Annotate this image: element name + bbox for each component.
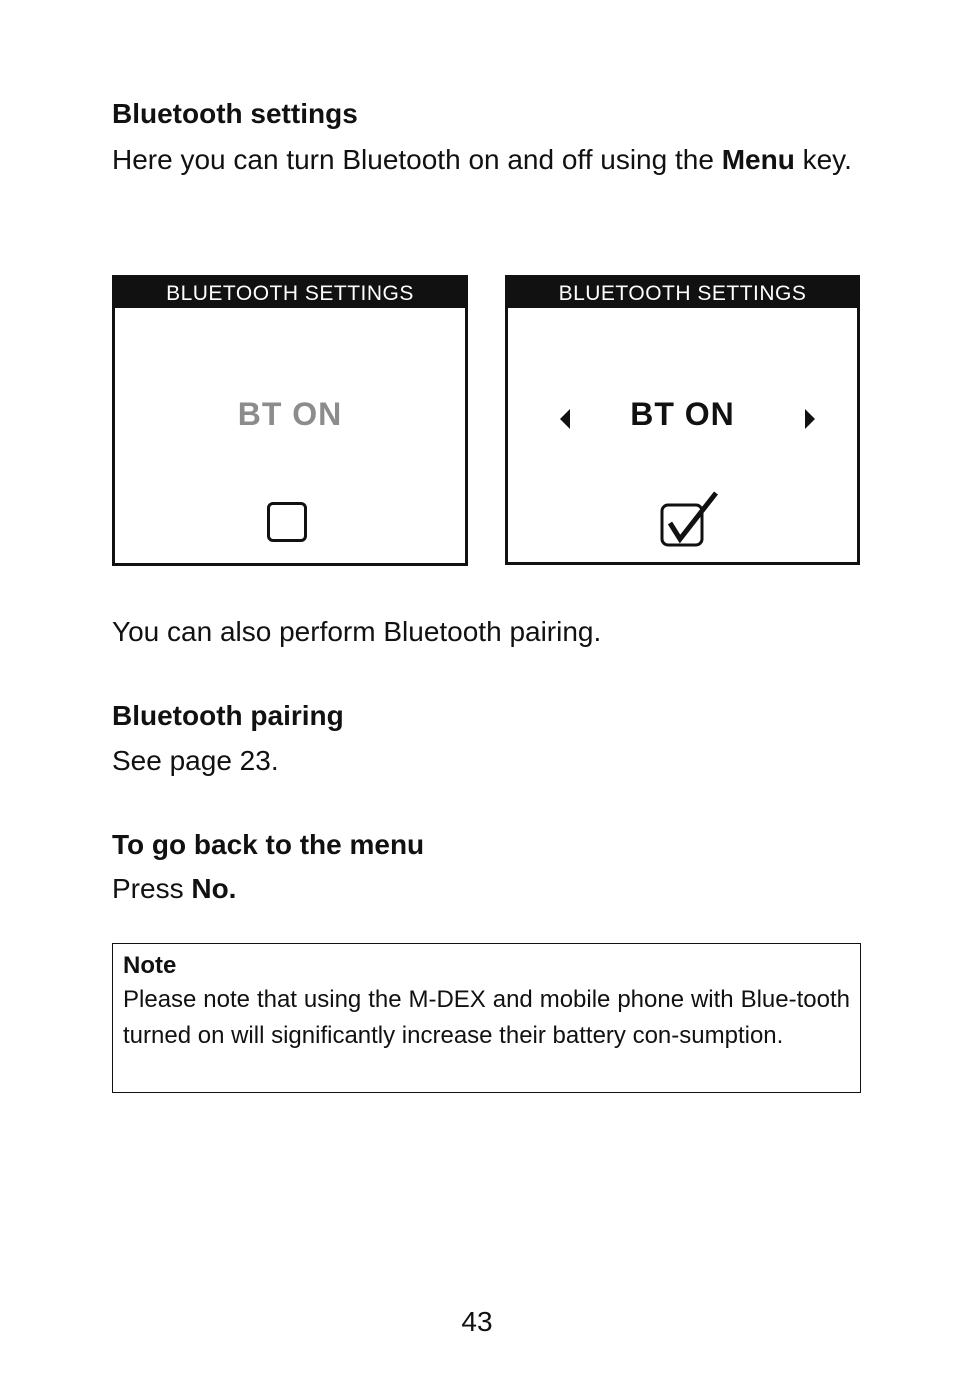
section-body-bluetooth-pairing: See page 23. xyxy=(112,745,279,776)
note-box xyxy=(112,943,861,1093)
checkbox-checked-icon xyxy=(660,491,720,547)
section-title-bluetooth-pairing: Bluetooth pairing xyxy=(112,700,344,731)
note-body: Please note that using the M-DEX and mobile phone with Blue-tooth turned on will significantly increase their battery con-sumption. xyxy=(123,986,850,1049)
screen-header: BLUETOOTH SETTINGS xyxy=(115,278,465,308)
section-title-go-back: To go back to the menu xyxy=(112,829,425,860)
body-text-end: key. xyxy=(794,144,852,175)
section-body-go-back xyxy=(112,867,236,910)
no-key-label: No. xyxy=(191,873,237,904)
bt-on-label: BT ON xyxy=(630,396,735,432)
arrow-right-icon xyxy=(805,409,815,429)
note-title: Note xyxy=(123,952,177,979)
menu-key-label: Menu xyxy=(721,144,795,175)
pairing-intro-text: You can also perform Bluetooth pairing. xyxy=(112,616,602,647)
screen-bt-on xyxy=(505,275,860,565)
section-body-bluetooth-settings xyxy=(112,138,860,181)
screen-bt-off xyxy=(112,275,468,566)
bt-on-label: BT ON xyxy=(237,396,343,432)
checkbox-empty-icon xyxy=(267,502,307,542)
screen-header: BLUETOOTH SETTINGS xyxy=(508,278,857,308)
page-number: 43 xyxy=(461,1306,493,1337)
section-title-bluetooth-settings: Bluetooth settings xyxy=(112,98,358,129)
body-text: Here you can turn Bluetooth on and off using the xyxy=(112,144,722,175)
body-text: Press xyxy=(112,873,192,904)
